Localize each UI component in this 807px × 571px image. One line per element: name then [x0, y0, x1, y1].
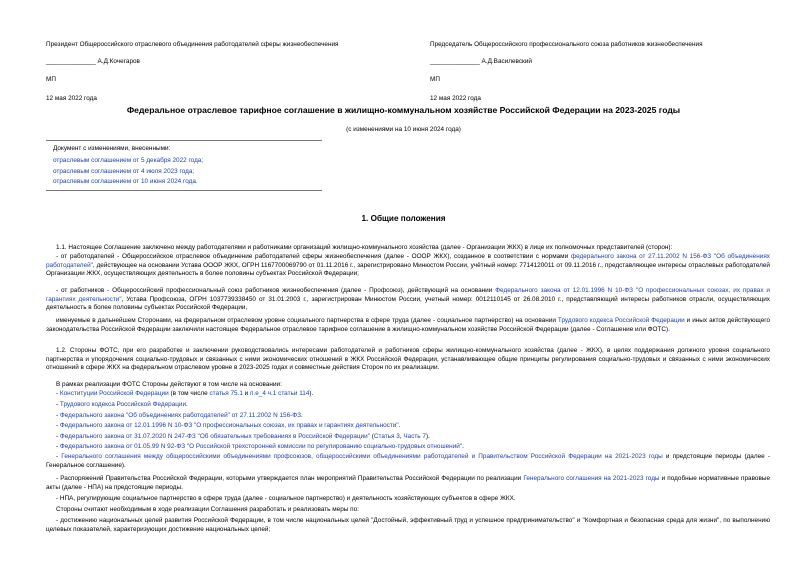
right-stamp-label: МП [430, 76, 440, 83]
workers-text-a: - от работников - Общероссийский профессиональный союз работников жизнеобеспечения (далее - Профсоюз), действующий на основании [56, 287, 496, 294]
paragraph-basis-intro: В рамках реализации ФОТС Стороны действуют в том числе на основании: [56, 381, 282, 388]
amendment-link-3[interactable]: отраслевым соглашением от 10 июня 2024 года. [53, 178, 198, 185]
article-114-link[interactable]: п.е_4 ч.1 статьи 114 [250, 390, 310, 397]
employers-text-b: , действующее на основании Устава ОООР ЖКХ, ОГРН 1167700069790 от 01.11.2016 г., зарегистрировано Минюстом России, учётный номер: 7714120011 от 09.11.2016 г., представляющее интересы отраслевых работодателей Организации ЖКХ, осуществляющих деятельность в более половины субъектах Российской Федерации; [46, 261, 770, 278]
paragraph-1-1: 1.1. Настоящее Соглашение заключено между работодателями и работниками организаций жилищно-коммунального хозяйства (далее - Организации ЖКХ) в лице их полномочных представителей (сторон): [56, 244, 673, 251]
left-signature-line: ______________ А.Д.Кочегаров [46, 58, 140, 65]
amendment-link-2[interactable]: отраслевым соглашением от 4 июля 2023 года; [53, 168, 195, 175]
left-stamp-label: МП [46, 76, 56, 83]
parties-text-b: и иных актов действующего законодательства Российской Федерации заключили настоящее Федеральное отраслевое тарифное соглашение в жилищно-коммунальном хозяйстве Российской Федерации (далее - Соглашение или ФОТС). [46, 317, 770, 333]
basis-item-3: - Федерального закона "Об объединениях работодателей" от 27.11.2002 N 156-ФЗ. [56, 412, 303, 419]
document-subtitle: (с изменениями на 10 июня 2024 года) [346, 126, 461, 133]
basis-item-8: - Распоряжений Правительства Российской Федерации, которыми утверждается план мероприятий Правительства Российской Федерации по реализации Генерального соглашения на 2021-2023 годы и подобные нормативные правовые акты (далее - НПА) на предстоящие периоды. [46, 475, 771, 491]
tripartite-commission-law-link[interactable]: Федерального закона от 01.05.99 N 92-ФЗ "О Российской трехсторонней комиссии по регулированию социально-трудовых отношений" [59, 443, 463, 450]
basis-item-4: - Федерального закона от 12.01.1996 N 10-ФЗ "О профессиональных союзах, их правах и гарантиях деятельности". [56, 422, 401, 429]
basis-item-5: - Федерального закона от 31.07.2020 N 247-ФЗ "Об обязательных требованиях в Российской Федерации" (Статья 3, Часть 7). [56, 433, 430, 440]
amendments-top-rule [46, 140, 322, 141]
labor-code-list-link[interactable]: Трудового кодекса Российской Федерации [59, 401, 187, 408]
workers-text-b: , Устава Профсоюза, ОГРН 1037739338450 от 31.01.2003 г., зарегистрирован Минюстом России, учетный номер: 0012110145 от 26.08.2010 г., представляющий интересы работников отрасли, осуществляющих деятельность в более половины субъектах Российской Федерации, [46, 295, 770, 312]
amendments-heading: Документ с изменениями, внесенными: [53, 145, 171, 152]
paragraph-1-2: 1.2. Стороны ФОТС, при его разработке и заключении руководствовались интересами работодателей и работников сферы жилищно-коммунального хозяйства (далее - ЖКХ), в целях поддержания должного уровня социального партнерства и упорядочения социально-трудовых и связанных с ними экономических отношений в ЖКХ Российской Федерации, устанавливающее общие принципы регулирования социально-трудовых и связанных с ними экономических отношений в сфере ЖКХ на федеральном отраслевом уровне в 2023-2025 годах и совместные действия Сторон по их реализации. [46, 347, 770, 372]
paragraph-measures-intro: Стороны считают необходимым в ходе реализации Соглашения разработать и реализовать меры по: [56, 506, 359, 513]
basis-item-1: - Конституции Российской Федерации (в том числе статья 75.1 и п.е_4 ч.1 статьи 114). [56, 390, 314, 397]
basis-item-9: - НПА, регулирующие социальное партнерство в сфере труда (далее - социальное партнерство) и деятельность хозяйствующих субъектов в сфере ЖКХ. [56, 495, 516, 502]
law-156-title-link[interactable]: "Об объединениях работодателей" [46, 253, 770, 269]
paragraph-employers [46, 253, 770, 279]
right-signatory-title: Председатель Общероссийского профессионального союза работников жизнеобеспечения [430, 41, 703, 48]
right-date: 12 мая 2022 года [430, 95, 481, 102]
section-title: 1. Общие положения [361, 214, 446, 223]
law-10-link[interactable]: Федерального закона от 12.01.1996 N 10-ФЗ "О профессиональных союзах, их правах и гарантиях деятельности" [46, 287, 770, 303]
article-3-link[interactable]: Статья 3 [373, 433, 400, 440]
general-agreement-2021-link[interactable]: Генерального соглашения на 2021-2023 годы [523, 475, 660, 482]
constitution-link[interactable]: Конституции Российской Федерации [59, 390, 169, 397]
article-75-link[interactable]: статья 75.1 [209, 390, 243, 397]
document-title: Федеральное отраслевое тарифное соглашение в жилищно-коммунальном хозяйстве Российской Федерации на 2023-2025 годы [126, 105, 681, 115]
parties-text-a: именуемые в дальнейшем Сторонами, на федеральном отраслевом уровне социального партнерства в сфере труда (далее - социальное партнерство) на основании [56, 317, 558, 324]
measure-item-1: - достижению национальных целей развития Российской Федерации, в том числе национальных целей "Достойный, эффективный труд и успешное предпринимательство" и "Комфортная и безопасная среда для жизни", по выполнению целевых показателей, характеризующих достижение национальных целей; [46, 517, 770, 533]
law-156-link[interactable]: федерального закона от 27.11.2002 N 156-ФЗ [570, 253, 712, 260]
labor-code-link[interactable]: Трудового кодекса Российской Федерации [557, 317, 685, 324]
left-date: 12 мая 2022 года [46, 95, 97, 102]
right-signature-line: ______________ А.Д.Василевский [430, 58, 532, 65]
employers-law-link[interactable]: Федерального закона "Об объединениях работодателей" от 27.11.2002 N 156-ФЗ [59, 412, 301, 419]
paragraph-parties [46, 317, 770, 334]
basis-item-7: - Генерального соглашения между общероссийскими объединениями профсоюзов, общероссийскими объединениями работодателей и Правительством Российской Федерации на 2021-2023 годы и предстоящие периоды (далее - Генеральное соглашение). [46, 453, 770, 469]
general-agreement-link[interactable]: Генерального соглашения между общероссийскими объединениями профсоюзов, общероссийскими объединениями работодателей и Правительством Российской Федерации на 2021-2023 годы [61, 453, 663, 460]
trade-unions-law-link[interactable]: Федерального закона от 12.01.1996 N 10-ФЗ "О профессиональных союзах, их правах и гарантиях деятельности" [59, 422, 399, 429]
basis-item-6: - Федерального закона от 01.05.99 N 92-ФЗ "О Российской трехсторонней комиссии по регулированию социально-трудовых отношений". [56, 443, 464, 450]
amendment-link-1[interactable]: отраслевым соглашением от 5 декабря 2022 года; [53, 157, 204, 164]
basis-item-2: - Трудового кодекса Российской Федерации. [56, 401, 188, 408]
left-signatory-title: Президент Общероссийского отраслевого объединения работодателей сферы жизнеобеспечения [46, 41, 339, 48]
amendments-bottom-rule [46, 190, 322, 191]
paragraph-workers [46, 287, 770, 313]
part-7-link[interactable]: Часть 7 [403, 433, 426, 440]
employers-text-a: - от работодателей - Общероссийское отраслевое объединение работодателей сферы жизнеобеспечения (далее - ОООР ЖКХ), созданное в соответствии с нормами [56, 253, 571, 260]
mandatory-requirements-law-link[interactable]: Федерального закона от 31.07.2020 N 247-ФЗ "Об обязательных требованиях в Российской Федерации" [59, 433, 370, 440]
